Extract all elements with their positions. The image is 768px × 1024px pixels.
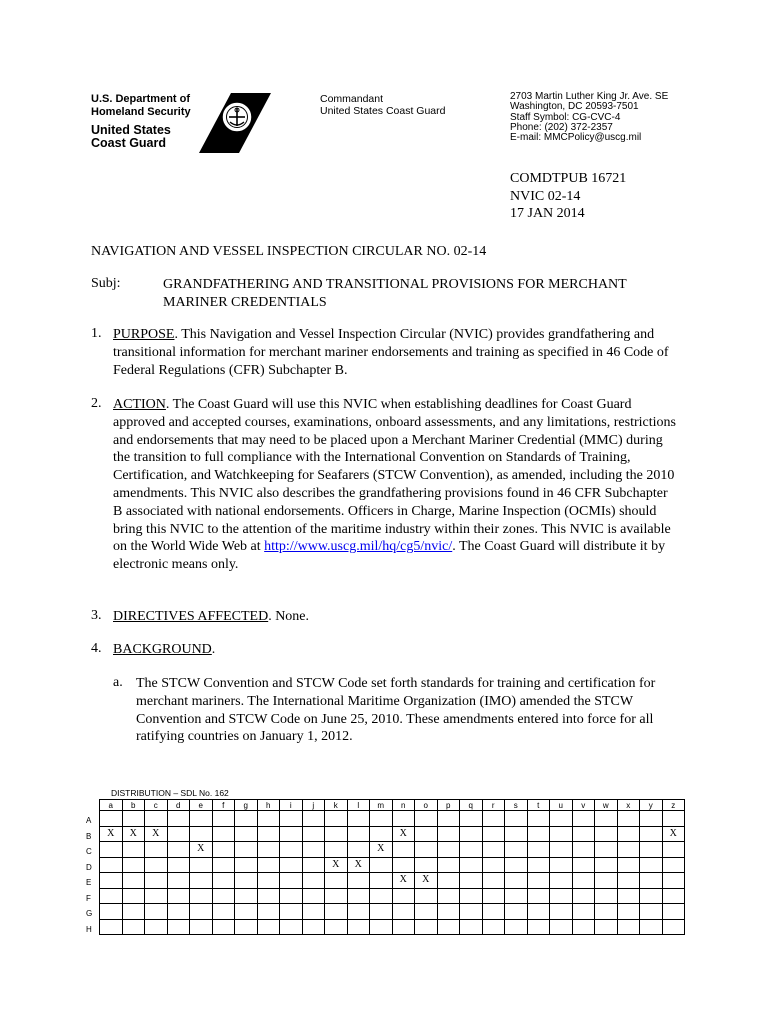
distribution-column-j: j: [302, 800, 325, 811]
phone: Phone: (202) 372-2357: [510, 121, 613, 133]
distribution-cell-Dk: X: [325, 857, 348, 873]
distribution-cell-Gy: [640, 904, 663, 920]
distribution-cell-Dq: [460, 857, 483, 873]
distribution-cell-Dg: [235, 857, 258, 873]
distribution-cell-Ck: [325, 842, 348, 858]
agency-name: [91, 93, 209, 150]
distribution-cell-Ga: [100, 904, 123, 920]
distribution-cell-Fw: [595, 888, 618, 904]
distribution-cell-Cy: [640, 842, 663, 858]
distribution-cell-Cm: X: [370, 842, 393, 858]
distribution-cell-Bo: [415, 826, 438, 842]
distribution-column-t: t: [527, 800, 550, 811]
coast-guard-seal-icon: [193, 93, 271, 153]
distribution-cell-Cg: [235, 842, 258, 858]
distribution-cell-Dd: [167, 857, 190, 873]
distribution-cell-Dy: [640, 857, 663, 873]
para-2-number: 2.: [91, 396, 102, 411]
distribution-cell-Es: [505, 873, 528, 889]
distribution-cell-Eo: X: [415, 873, 438, 889]
distribution-column-b: b: [122, 800, 145, 811]
distribution-cell-Ag: [235, 811, 258, 827]
distribution-cell-Fe: [190, 888, 213, 904]
distribution-row-H: [100, 919, 685, 935]
distribution-cell-Fy: [640, 888, 663, 904]
distribution-cell-Cl: [347, 842, 370, 858]
distribution-cell-Fs: [505, 888, 528, 904]
address-city: Washington, DC 20593-7501: [510, 101, 639, 113]
distribution-cell-Bg: [235, 826, 258, 842]
distribution-cell-Fh: [257, 888, 280, 904]
distribution-cell-Fl: [347, 888, 370, 904]
distribution-cell-As: [505, 811, 528, 827]
dept-line-2: Homeland Security: [91, 106, 191, 118]
subject-label: Subj:: [91, 276, 121, 291]
distribution-cell-Db: [122, 857, 145, 873]
distribution-cell-Bp: [437, 826, 460, 842]
distribution-column-d: d: [167, 800, 190, 811]
para-2: [113, 396, 679, 574]
distribution-row-label-G: G: [86, 909, 93, 918]
distribution-cell-Bu: [550, 826, 573, 842]
distribution-cell-Cw: [595, 842, 618, 858]
distribution-cell-Cs: [505, 842, 528, 858]
distribution-cell-Gk: [325, 904, 348, 920]
para-3-heading: DIRECTIVES AFFECTED: [113, 609, 269, 624]
distribution-cell-Bd: [167, 826, 190, 842]
document-ids: [510, 170, 626, 223]
distribution-column-s: s: [505, 800, 528, 811]
commandant-line-2: United States Coast Guard: [320, 105, 446, 117]
distribution-cell-Hr: [482, 919, 505, 935]
distribution-cell-Ax: [617, 811, 640, 827]
para-2-text: . The Coast Guard will use this NVIC when establishing deadlines for Coast Guard approved and accepted courses, examinations, onboard assessments, and any limitations, restrictions and endorsements that may need to be placed upon a Merchant Mariner Credential (MMC) during the transition to full compliance with the International Convention on Standards of Training, Certification, and Watchkeeping for Seafarers (STCW Convention), as amended, including the 2010 amendments. This NVIC also describes the grandfathering provisions found in 46 CFR Subchapter B associated with national endorsements. Officers in Charge, Marine Inspection (OCMIs) should bring this NVIC to the attention of the maritime industry within their zones. This NVIC is available on the World Wide Web at: [113, 397, 676, 555]
distribution-cell-Ce: X: [190, 842, 213, 858]
para-4a-number: a.: [113, 675, 123, 690]
distribution-row-E: [100, 873, 685, 889]
distribution-cell-Cc: [145, 842, 168, 858]
distribution-row-label-B: B: [86, 831, 92, 841]
distribution-cell-Ds: [505, 857, 528, 873]
distribution-cell-Ay: [640, 811, 663, 827]
distribution-cell-Df: [212, 857, 235, 873]
distribution-row-A: [100, 811, 685, 827]
distribution-cell-Ch: [257, 842, 280, 858]
distribution-cell-Ak: [325, 811, 348, 827]
distribution-cell-Bk: [325, 826, 348, 842]
distribution-cell-Bc: X: [145, 826, 168, 842]
distribution-cell-Fq: [460, 888, 483, 904]
distribution-cell-Bv: [572, 826, 595, 842]
distribution-column-u: u: [550, 800, 573, 811]
distribution-cell-Ap: [437, 811, 460, 827]
email: E-mail: MMCPolicy@uscg.mil: [510, 132, 642, 144]
para-3-number: 3.: [91, 608, 102, 623]
distribution-cell-Aw: [595, 811, 618, 827]
distribution-column-i: i: [280, 800, 303, 811]
distribution-cell-Gx: [617, 904, 640, 920]
distribution-cell-Gc: [145, 904, 168, 920]
distribution-cell-Ev: [572, 873, 595, 889]
distribution-cell-An: [392, 811, 415, 827]
distribution-cell-Dc: [145, 857, 168, 873]
distribution-column-p: p: [437, 800, 460, 811]
para-4-number: 4.: [91, 641, 102, 656]
distribution-cell-Hf: [212, 919, 235, 935]
nvic-web-link[interactable]: http://www.uscg.mil/hq/cg5/nvic/: [264, 539, 453, 555]
distribution-cell-Ht: [527, 919, 550, 935]
distribution-cell-Bw: [595, 826, 618, 842]
distribution-cell-Ca: [100, 842, 123, 858]
distribution-cell-Do: [415, 857, 438, 873]
distribution-cell-Gl: [347, 904, 370, 920]
distribution-column-v: v: [572, 800, 595, 811]
nvic-number: NVIC 02-14: [510, 188, 581, 204]
distribution-cell-Af: [212, 811, 235, 827]
distribution-cell-Eg: [235, 873, 258, 889]
para-3: [113, 608, 679, 626]
distribution-cell-Gb: [122, 904, 145, 920]
distribution-cell-Be: [190, 826, 213, 842]
distribution-cell-Am: [370, 811, 393, 827]
distribution-cell-Fx: [617, 888, 640, 904]
distribution-cell-Ac: [145, 811, 168, 827]
distribution-cell-Ha: [100, 919, 123, 935]
distribution-cell-Cr: [482, 842, 505, 858]
distribution-cell-Gf: [212, 904, 235, 920]
distribution-cell-Ed: [167, 873, 190, 889]
para-3-text: . None.: [268, 609, 310, 624]
para-4-text: .: [211, 642, 216, 657]
distribution-cell-Bs: [505, 826, 528, 842]
distribution-column-c: c: [145, 800, 168, 811]
circular-title: NAVIGATION AND VESSEL INSPECTION CIRCULAR NO. 02-14: [91, 244, 487, 259]
cg-line-2: Coast Guard: [91, 136, 167, 150]
distribution-cell-Gm: [370, 904, 393, 920]
distribution-column-y: y: [640, 800, 663, 811]
distribution-cell-Ey: [640, 873, 663, 889]
distribution-cell-Ci: [280, 842, 303, 858]
distribution-cell-Gg: [235, 904, 258, 920]
distribution-cell-Gv: [572, 904, 595, 920]
distribution-cell-Eu: [550, 873, 573, 889]
distribution-cell-Fz: [662, 888, 685, 904]
distribution-cell-Aa: [100, 811, 123, 827]
distribution-cell-Fc: [145, 888, 168, 904]
distribution-cell-Hp: [437, 919, 460, 935]
distribution-cell-Fn: [392, 888, 415, 904]
distribution-cell-Hv: [572, 919, 595, 935]
dept-line-1: U.S. Department of: [91, 93, 191, 105]
distribution-cell-Cj: [302, 842, 325, 858]
distribution-cell-Hj: [302, 919, 325, 935]
distribution-column-z: z: [662, 800, 685, 811]
issue-date: 17 JAN 2014: [510, 206, 585, 221]
distribution-cell-Ff: [212, 888, 235, 904]
distribution-cell-Ez: [662, 873, 685, 889]
distribution-cell-Du: [550, 857, 573, 873]
distribution-cell-Ea: [100, 873, 123, 889]
distribution-cell-Aq: [460, 811, 483, 827]
distribution-cell-Hg: [235, 919, 258, 935]
distribution-cell-Bl: [347, 826, 370, 842]
distribution-cell-Dj: [302, 857, 325, 873]
distribution-cell-Eb: [122, 873, 145, 889]
subject-text: GRANDFATHERING AND TRANSITIONAL PROVISIONS FOR MERCHANT MARINER CREDENTIALS: [163, 277, 627, 310]
distribution-row-label-A: A: [86, 816, 92, 825]
distribution-cell-Cu: [550, 842, 573, 858]
distribution-column-e: e: [190, 800, 213, 811]
distribution-column-x: x: [617, 800, 640, 811]
distribution-cell-Ej: [302, 873, 325, 889]
distribution-cell-Go: [415, 904, 438, 920]
distribution-cell-Dz: [662, 857, 685, 873]
distribution-row-F: [100, 888, 685, 904]
distribution-cell-Gt: [527, 904, 550, 920]
distribution-cell-El: [347, 873, 370, 889]
distribution-cell-Fa: [100, 888, 123, 904]
distribution-row-label-C: C: [86, 847, 92, 856]
distribution-cell-Cn: [392, 842, 415, 858]
distribution-cell-Eq: [460, 873, 483, 889]
distribution-cell-Bh: [257, 826, 280, 842]
distribution-cell-Hc: [145, 919, 168, 935]
distribution-cell-Hz: [662, 919, 685, 935]
distribution-cell-Ft: [527, 888, 550, 904]
distribution-row-C: [100, 842, 685, 858]
distribution-cell-Da: [100, 857, 123, 873]
distribution-column-l: l: [347, 800, 370, 811]
distribution-cell-Hx: [617, 919, 640, 935]
distribution-cell-Hh: [257, 919, 280, 935]
distribution-cell-Au: [550, 811, 573, 827]
address-street: 2703 Martin Luther King Jr. Ave. SE: [510, 91, 669, 102]
distribution-cell-Ao: [415, 811, 438, 827]
distribution-cell-Er: [482, 873, 505, 889]
distribution-cell-Hl: [347, 919, 370, 935]
distribution-cell-Hm: [370, 919, 393, 935]
para-1-text: . This Navigation and Vessel Inspection Circular (NVIC) provides grandfathering and transitional information for merchant mariner endorsements and training as specified in 46 Code of Federal Regulations (CFR) Subchapter B.: [113, 327, 669, 378]
distribution-cell-Bj: [302, 826, 325, 842]
distribution-column-w: w: [595, 800, 618, 811]
distribution-title: DISTRIBUTION – SDL No. 162: [111, 788, 229, 798]
distribution-cell-Cx: [617, 842, 640, 858]
distribution-cell-Cq: [460, 842, 483, 858]
distribution-row-label-F: F: [86, 893, 91, 903]
distribution-cell-En: X: [392, 873, 415, 889]
distribution-column-k: k: [325, 800, 348, 811]
distribution-cell-Fi: [280, 888, 303, 904]
distribution-cell-Bf: [212, 826, 235, 842]
distribution-cell-Dr: [482, 857, 505, 873]
distribution-cell-Gd: [167, 904, 190, 920]
distribution-cell-Ek: [325, 873, 348, 889]
distribution-cell-Bt: [527, 826, 550, 842]
para-2-heading: ACTION: [113, 397, 166, 412]
distribution-cell-Em: [370, 873, 393, 889]
distribution-cell-Ec: [145, 873, 168, 889]
distribution-cell-Gn: [392, 904, 415, 920]
distribution-cell-Ex: [617, 873, 640, 889]
distribution-cell-Fr: [482, 888, 505, 904]
distribution-cell-De: [190, 857, 213, 873]
distribution-row-G: [100, 904, 685, 920]
distribution-cell-Hd: [167, 919, 190, 935]
distribution-row-label-E: E: [86, 878, 92, 887]
para-1-number: 1.: [91, 326, 102, 341]
distribution-cell-Dh: [257, 857, 280, 873]
distribution-cell-Dx: [617, 857, 640, 873]
distribution-cell-Ba: X: [100, 826, 123, 842]
distribution-cell-Gq: [460, 904, 483, 920]
distribution-cell-By: [640, 826, 663, 842]
para-4-heading: BACKGROUND: [113, 642, 212, 657]
distribution-cell-Gj: [302, 904, 325, 920]
distribution-row-labels: [86, 815, 92, 939]
distribution-cell-Et: [527, 873, 550, 889]
distribution-cell-Fo: [415, 888, 438, 904]
distribution-cell-Fb: [122, 888, 145, 904]
distribution-row-D: [100, 857, 685, 873]
distribution-cell-Fu: [550, 888, 573, 904]
distribution-column-h: h: [257, 800, 280, 811]
distribution-cell-Bq: [460, 826, 483, 842]
address-block: [510, 92, 668, 143]
distribution-cell-Cz: [662, 842, 685, 858]
distribution-cell-Hw: [595, 919, 618, 935]
distribution-cell-Fd: [167, 888, 190, 904]
distribution-cell-Dm: [370, 857, 393, 873]
distribution-cell-Ar: [482, 811, 505, 827]
distribution-cell-Gz: [662, 904, 685, 920]
commandant-line-1: Commandant: [320, 93, 384, 105]
distribution-cell-Ae: [190, 811, 213, 827]
distribution-cell-Fv: [572, 888, 595, 904]
distribution-cell-Bn: X: [392, 826, 415, 842]
distribution-cell-Eh: [257, 873, 280, 889]
distribution-column-a: a: [100, 800, 123, 811]
distribution-cell-He: [190, 919, 213, 935]
distribution-cell-Ai: [280, 811, 303, 827]
distribution-cell-Dt: [527, 857, 550, 873]
para-2-text-after: . The Coast Guard will distribute it by electronic means only.: [113, 539, 666, 573]
distribution-column-r: r: [482, 800, 505, 811]
distribution-cell-Gh: [257, 904, 280, 920]
para-1-heading: PURPOSE: [113, 327, 175, 342]
distribution-cell-Gp: [437, 904, 460, 920]
distribution-cell-Ab: [122, 811, 145, 827]
distribution-row-label-H: H: [86, 924, 92, 934]
staff-symbol: Staff Symbol: CG-CVC-4: [510, 111, 621, 123]
distribution-cell-Az: [662, 811, 685, 827]
distribution-cell-Cp: [437, 842, 460, 858]
distribution-cell-Ho: [415, 919, 438, 935]
comdtpub-number: COMDTPUB 16721: [510, 171, 627, 186]
distribution-cell-Hq: [460, 919, 483, 935]
distribution-cell-Al: [347, 811, 370, 827]
cg-line-1: United States: [91, 123, 171, 137]
distribution-cell-Bx: [617, 826, 640, 842]
distribution-cell-Hy: [640, 919, 663, 935]
distribution-cell-Dv: [572, 857, 595, 873]
commandant-block: [320, 93, 445, 117]
distribution-cell-Hi: [280, 919, 303, 935]
distribution-cell-Bm: [370, 826, 393, 842]
distribution-table: [99, 799, 685, 935]
distribution-cell-Dl: X: [347, 857, 370, 873]
distribution-cell-Ge: [190, 904, 213, 920]
distribution-cell-Fg: [235, 888, 258, 904]
distribution-cell-Ad: [167, 811, 190, 827]
distribution-cell-Gu: [550, 904, 573, 920]
distribution-column-f: f: [212, 800, 235, 811]
distribution-column-o: o: [415, 800, 438, 811]
distribution-cell-Ee: [190, 873, 213, 889]
distribution-row-B: [100, 826, 685, 842]
distribution-cell-Fm: [370, 888, 393, 904]
distribution-cell-Hs: [505, 919, 528, 935]
para-1: [113, 326, 679, 379]
distribution-cell-Cf: [212, 842, 235, 858]
distribution-cell-Bb: X: [122, 826, 145, 842]
distribution-cell-Hk: [325, 919, 348, 935]
distribution-cell-Dw: [595, 857, 618, 873]
distribution-cell-Ef: [212, 873, 235, 889]
distribution-cell-Ew: [595, 873, 618, 889]
distribution-cell-Fk: [325, 888, 348, 904]
distribution-cell-Ah: [257, 811, 280, 827]
distribution-column-n: n: [392, 800, 415, 811]
distribution-cell-Hb: [122, 919, 145, 935]
para-4a-text: The STCW Convention and STCW Code set forth standards for training and certification for merchant mariners. The International Maritime Organization (IMO) amended the STCW Convention and STCW Code on June 25, 2010. These amendments entered into force for all ratifying countries on January 1, 2012.: [136, 676, 656, 745]
distribution-cell-Cv: [572, 842, 595, 858]
distribution-cell-Fp: [437, 888, 460, 904]
distribution-cell-Av: [572, 811, 595, 827]
distribution-cell-Cb: [122, 842, 145, 858]
distribution-cell-Gs: [505, 904, 528, 920]
distribution-cell-Bz: X: [662, 826, 685, 842]
distribution-column-q: q: [460, 800, 483, 811]
distribution-cell-Dp: [437, 857, 460, 873]
distribution-header-row: [100, 800, 685, 811]
distribution-cell-Br: [482, 826, 505, 842]
distribution-cell-Di: [280, 857, 303, 873]
distribution-cell-Ep: [437, 873, 460, 889]
distribution-column-g: g: [235, 800, 258, 811]
distribution-column-m: m: [370, 800, 393, 811]
distribution-cell-Gi: [280, 904, 303, 920]
distribution-row-label-D: D: [86, 862, 92, 872]
distribution-cell-Bi: [280, 826, 303, 842]
distribution-cell-Co: [415, 842, 438, 858]
distribution-cell-Hu: [550, 919, 573, 935]
distribution-cell-At: [527, 811, 550, 827]
para-4: [113, 641, 679, 659]
distribution-cell-Fj: [302, 888, 325, 904]
distribution-cell-Gr: [482, 904, 505, 920]
distribution-cell-Aj: [302, 811, 325, 827]
distribution-cell-Hn: [392, 919, 415, 935]
distribution-cell-Dn: [392, 857, 415, 873]
distribution-cell-Ei: [280, 873, 303, 889]
distribution-cell-Gw: [595, 904, 618, 920]
distribution-cell-Ct: [527, 842, 550, 858]
distribution-cell-Cd: [167, 842, 190, 858]
